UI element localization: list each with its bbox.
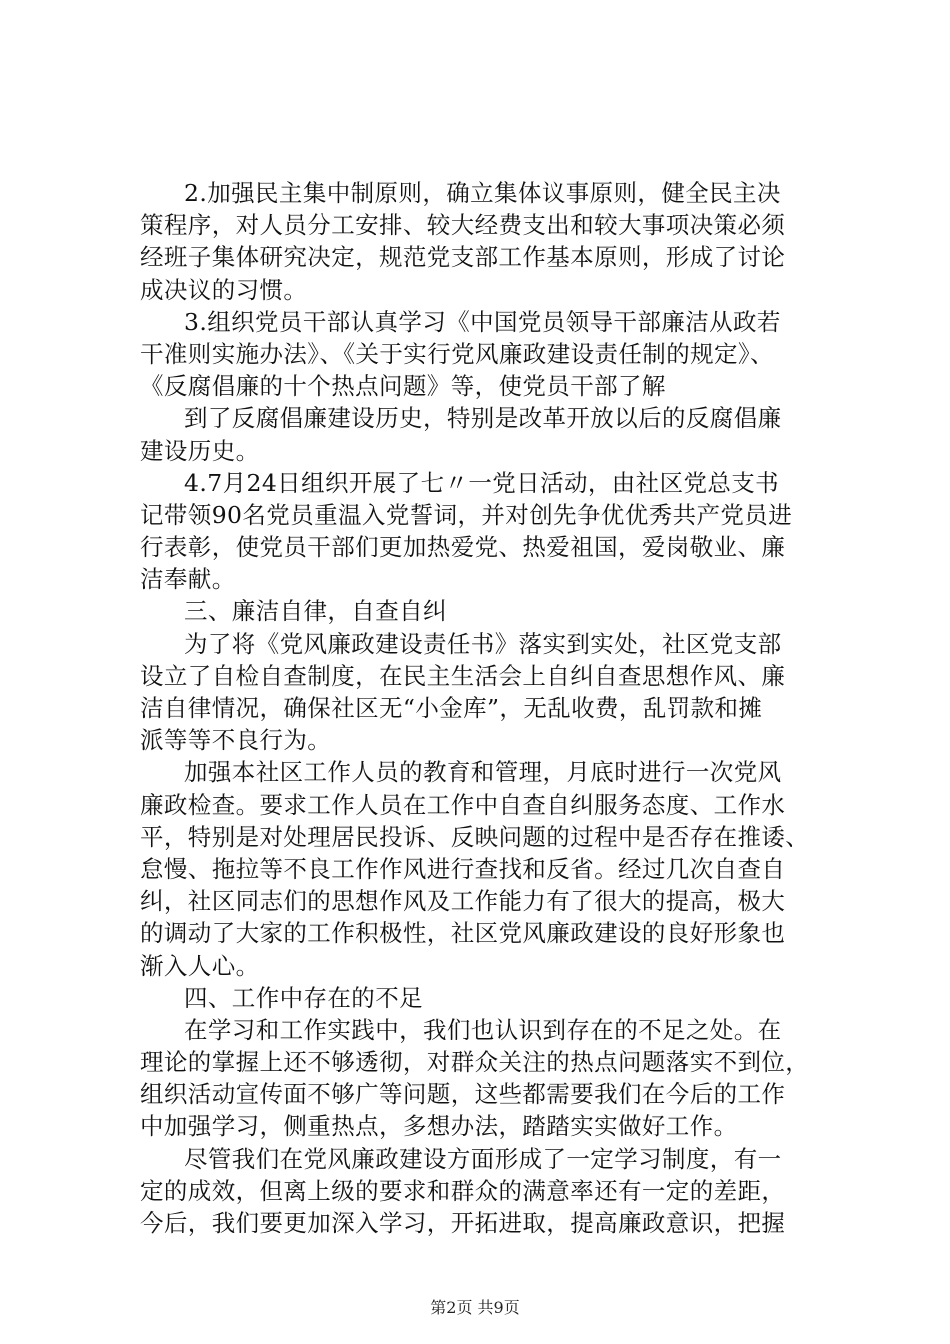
text-line: 廉政检查。要求工作人员在工作中自查自纠服务态度、工作水 <box>140 790 786 819</box>
document-body <box>140 177 830 1239</box>
text-line: 记带领90名党员重温入党誓词，并对创先争优优秀共产党员进 <box>140 500 793 529</box>
text-line: 定的成效，但离上级的要求和群众的满意率还有一定的差距， <box>140 1176 786 1205</box>
text-line: 2.加强民主集中制原则，确立集体议事原则，健全民主决 <box>184 179 781 207</box>
text-line: 经班子集体研究决定，规范党支部工作基本原则，形成了讨论 <box>140 243 786 272</box>
text-line: 理论的掌握上还不够透彻，对群众关注的热点问题落实不到位， <box>140 1048 810 1077</box>
text-line: 平，特别是对处理居民投诉、反映问题的过程中是否存在推诿、 <box>140 822 810 851</box>
text-line: 今后，我们要更加深入学习，开拓进取，提高廉政意识，把握 <box>140 1209 786 1237</box>
text-line: 纠，社区同志们的思想作风及工作能力有了很大的提高，极大 <box>140 887 786 916</box>
text-line: 洁自律情况，确保社区无“小金库”，无乱收费，乱罚款和摊 <box>140 694 763 722</box>
text-line: 三、廉洁自律，自查自纠 <box>184 597 447 626</box>
text-line: 派等等不良行为。 <box>140 726 332 755</box>
text-line: 策程序，对人员分工安排、较大经费支出和较大事项决策必须 <box>140 211 786 240</box>
text-line: 怠慢、拖拉等不良工作作风进行查找和反省。经过几次自查自 <box>140 854 786 883</box>
text-line: 《反腐倡廉的十个热点问题》等，使党员干部了解 <box>140 372 666 401</box>
page-number-footer: 第2页 共9页 <box>430 1298 520 1317</box>
text-line: 为了将《党风廉政建设责任书》落实到实处，社区党支部 <box>184 629 782 658</box>
text-line: 3.组织党员干部认真学习《中国党员领导干部廉洁从政若 <box>184 307 781 336</box>
text-line: 设立了自检自查制度，在民主生活会上自纠自查思想作风、廉 <box>140 661 786 690</box>
text-line: 洁奉献。 <box>140 565 236 594</box>
text-line: 加强本社区工作人员的教育和管理，月底时进行一次党风 <box>184 758 782 787</box>
text-line: 干准则实施办法》、《关于实行党风廉政建设责任制的规定》、 <box>140 339 774 368</box>
text-line: 行表彰，使党员干部们更加热爱党、热爱祖国，爱岗敬业、廉 <box>140 533 786 562</box>
text-line: 四、工作中存在的不足 <box>184 983 423 1012</box>
text-line: 在学习和工作实践中，我们也认识到存在的不足之处。在 <box>184 1015 782 1044</box>
text-line: 到了反腐倡廉建设历史，特别是改革开放以后的反腐倡廉 <box>184 404 782 433</box>
text-line: 成决议的习惯。 <box>140 275 308 304</box>
text-line: 尽管我们在党风廉政建设方面形成了一定学习制度，有一 <box>184 1144 782 1173</box>
text-line: 中加强学习，侧重热点，多想办法，踏踏实实做好工作。 <box>140 1112 738 1141</box>
text-line: 建设历史。 <box>140 436 260 465</box>
text-line: 4.7月24日组织开展了七〃一党日活动，由社区党总支书 <box>184 468 780 497</box>
text-line: 渐入人心。 <box>140 951 260 980</box>
text-line: 的调动了大家的工作积极性，社区党风廉政建设的良好形象也 <box>140 919 786 948</box>
text-line: 组织活动宣传面不够广等问题，这些都需要我们在今后的工作 <box>140 1080 786 1109</box>
